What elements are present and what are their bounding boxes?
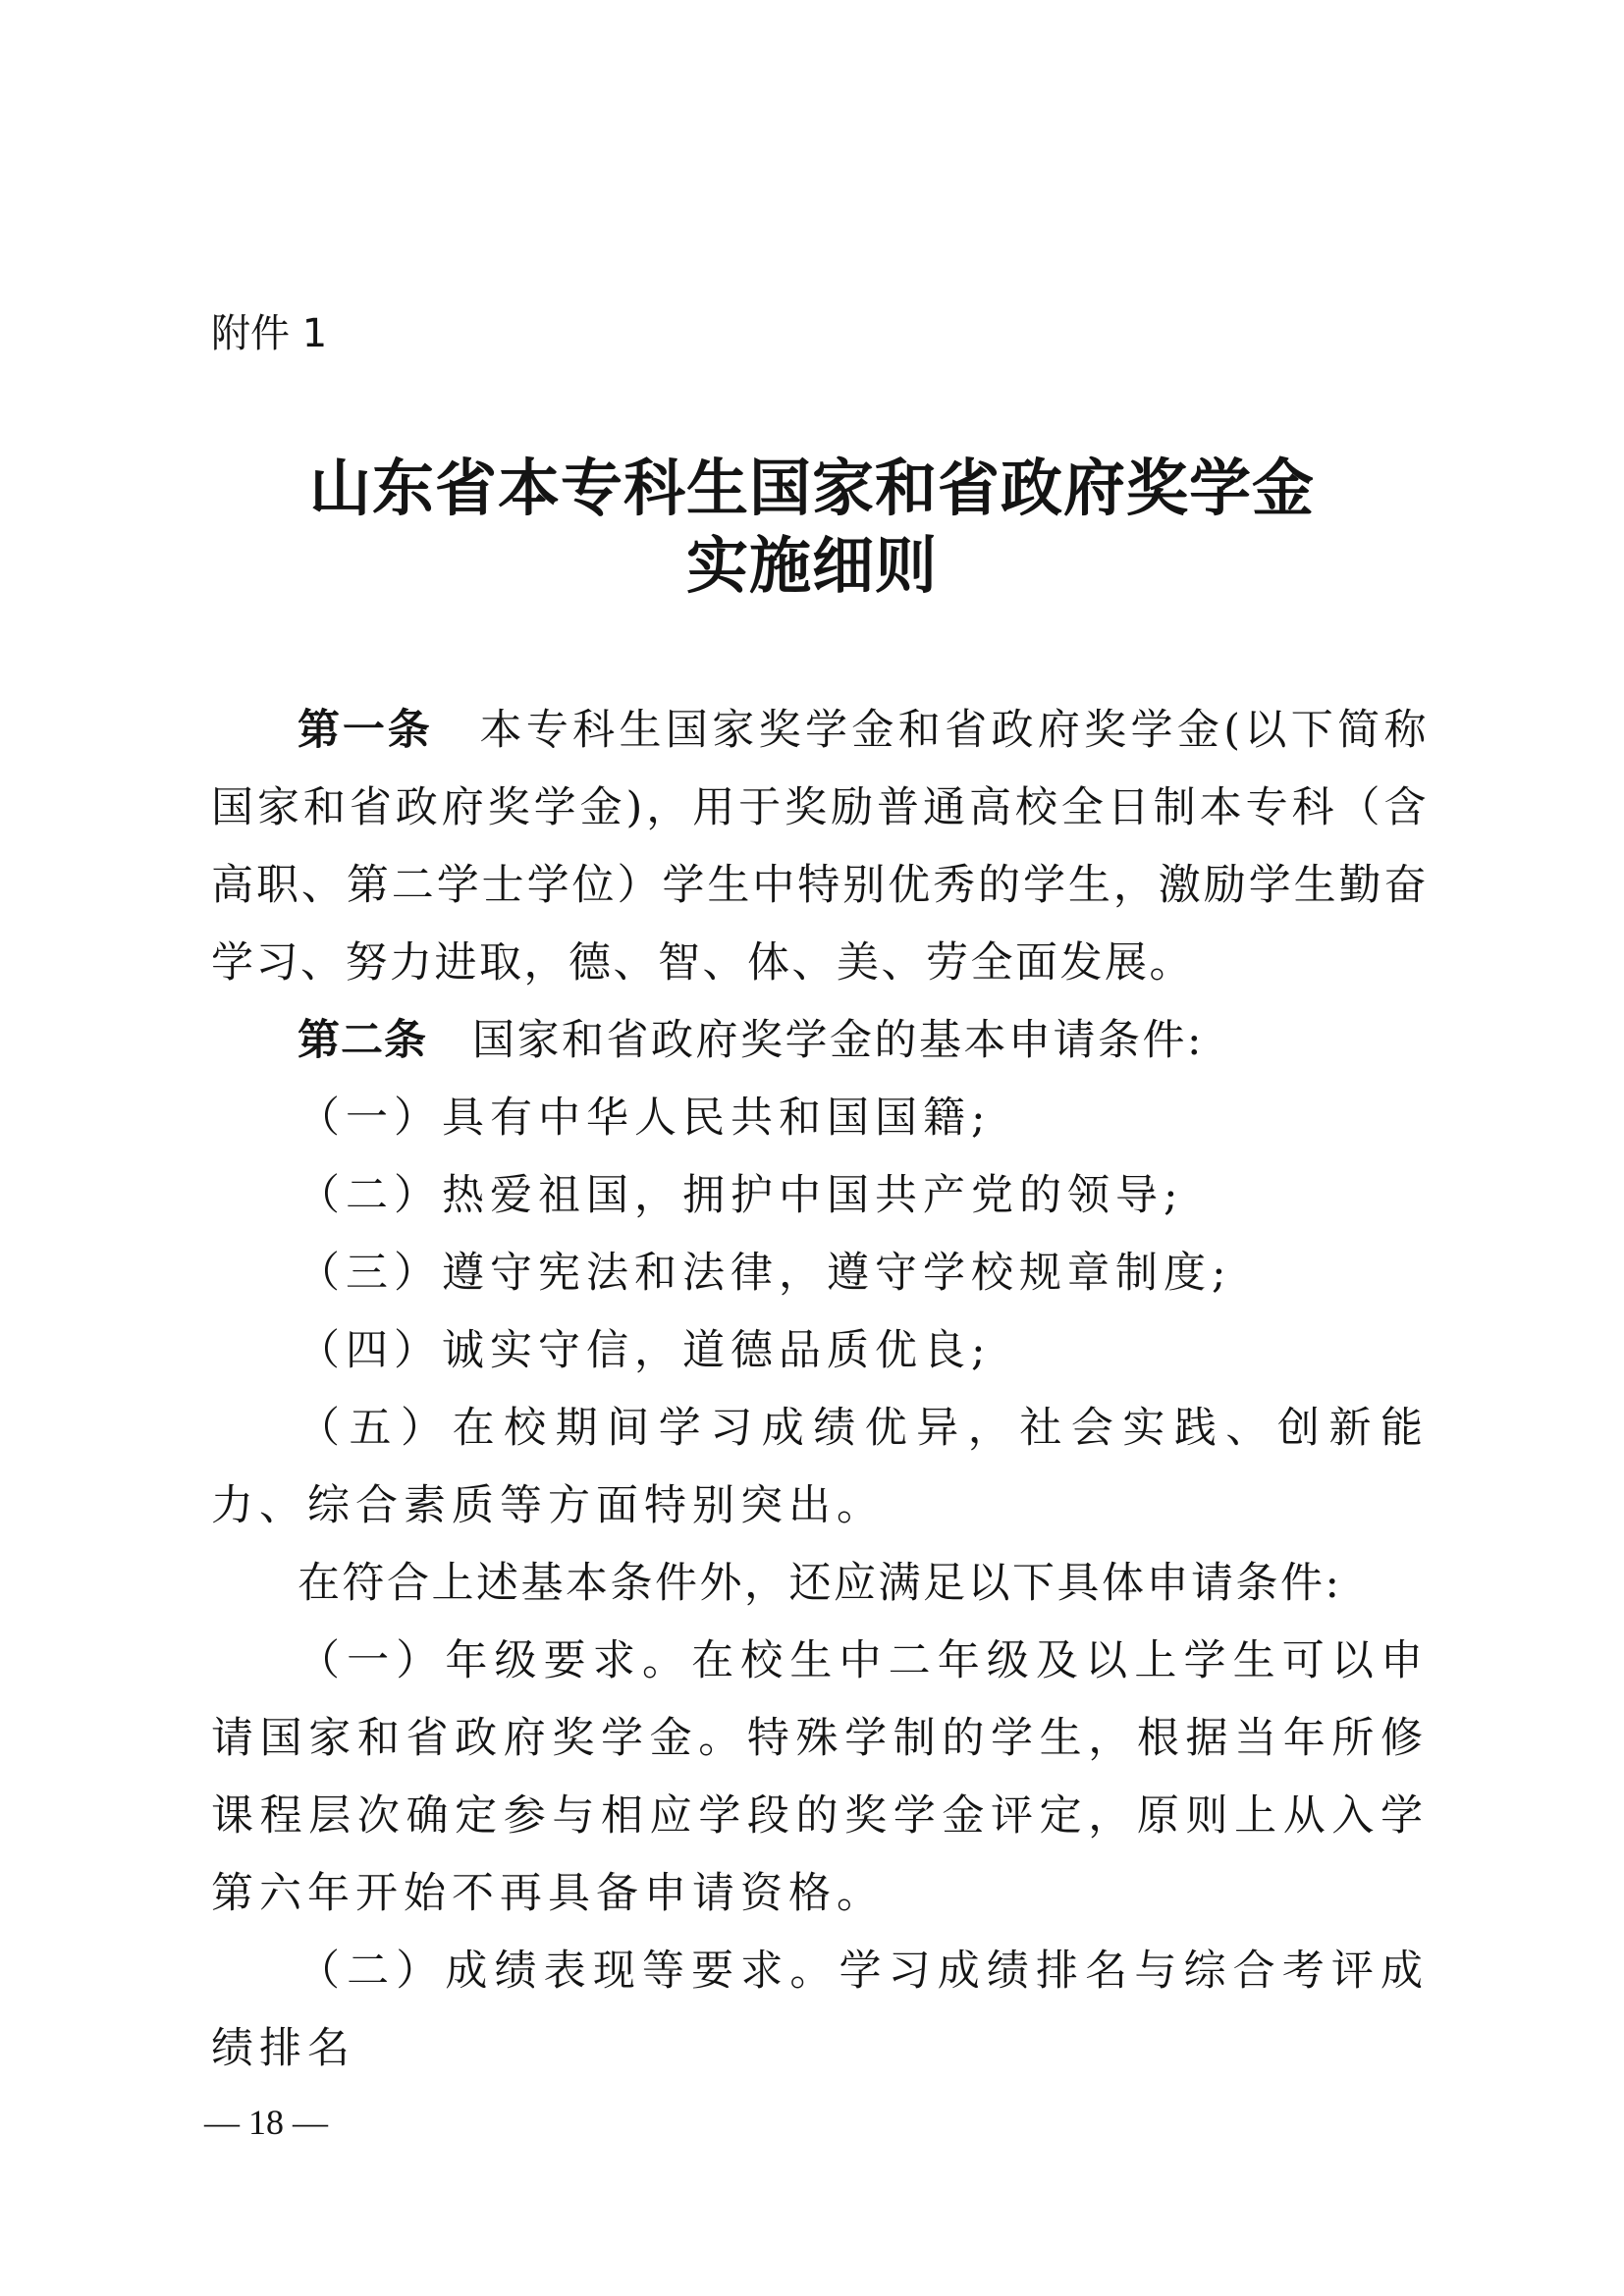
attachment-label: 附件 1 bbox=[211, 311, 328, 356]
article-2-heading: 第二条 bbox=[298, 1016, 427, 1065]
condition-1-paragraph: （一）具有中华人民共和国国籍; bbox=[298, 1094, 992, 1143]
article-1-heading: 第一条 bbox=[298, 706, 433, 755]
condition-3-paragraph: （三）遵守宪法和法律，遵守学校规章制度; bbox=[298, 1249, 1232, 1298]
article-2-paragraph bbox=[211, 1002, 1429, 1080]
document-body bbox=[211, 692, 1429, 2088]
article-1-text: 本专科生国家奖学金和省政府奖学金(以下简称国家和省政府奖学金)，用于奖励普通高校全日制本专科（含高职、第二学士学位）学生中特别优秀的学生，激励学生勤奋学习、努力进取，德、智、体、美、劳全面发展。 bbox=[211, 706, 1429, 988]
specific-conditions-intro: 在符合上述基本条件外，还应满足以下具体申请条件: bbox=[298, 1559, 1342, 1608]
performance-requirement-paragraph: （二）成绩表现等要求。学习成绩排名与综合考评成绩排名 bbox=[211, 1947, 1429, 2073]
condition-2-paragraph: （二）热爱祖国，拥护中国共产党的领导; bbox=[298, 1171, 1184, 1220]
document-title-line-2: 实施细则 bbox=[686, 529, 938, 602]
article-1-paragraph bbox=[211, 692, 1429, 1002]
condition-4-paragraph: （四）诚实守信，道德品质优良; bbox=[298, 1326, 992, 1375]
condition-5-paragraph: （五）在校期间学习成绩优异，社会实践、创新能力、综合素质等方面特别突出。 bbox=[211, 1404, 1429, 1530]
grade-requirement-paragraph: （一）年级要求。在校生中二年级及以上学生可以申请国家和省政府奖学金。特殊学制的学生，根据当年所修课程层次确定参与相应学段的奖学金评定，原则上从入学第六年开始不再具备申请资格。 bbox=[211, 1636, 1429, 1918]
document-title-line-1: 山东省本专科生国家和省政府奖学金 bbox=[309, 452, 1315, 524]
article-2-text: 国家和省政府奖学金的基本申请条件: bbox=[472, 1016, 1204, 1065]
page-number: — 18 — bbox=[204, 2103, 328, 2142]
